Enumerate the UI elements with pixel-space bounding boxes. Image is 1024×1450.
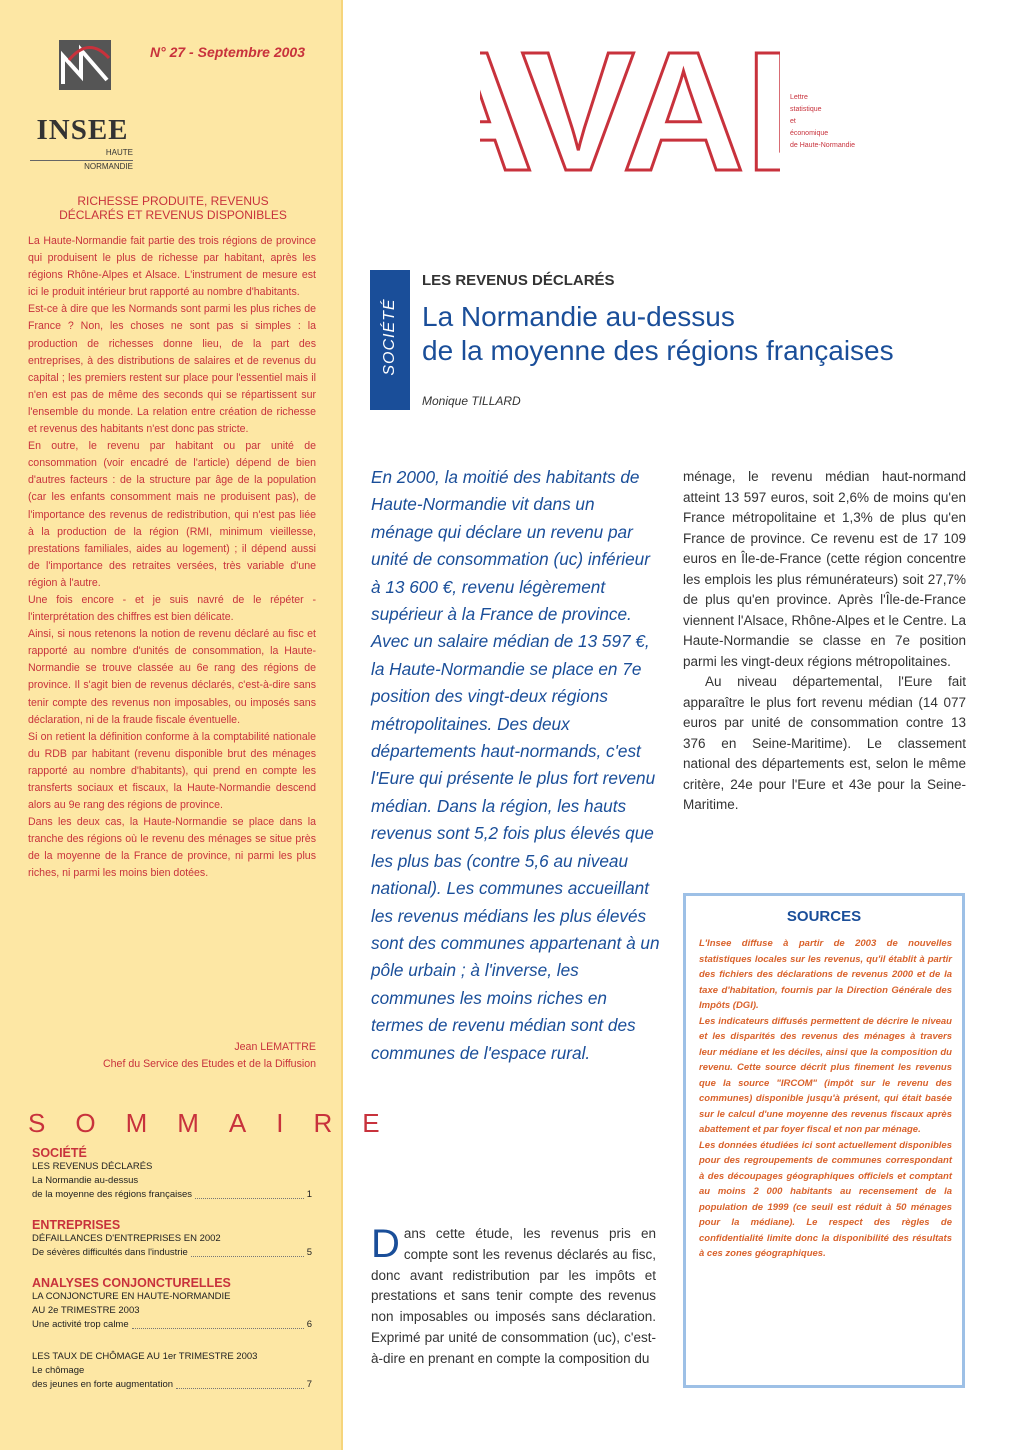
masthead-tagline <box>790 92 890 152</box>
body-paragraph: Au niveau départemental, l'Eure fait apparaître le plus fort revenu médian (14 077 euros par unité de consommation contre 13 376 en Seine-Maritime). Le classement national des départements est, selon le même critère, 24e pour l'Eure et 43e pour la Seine-Maritime. <box>683 674 966 812</box>
tagline-line: économique <box>790 130 829 137</box>
article-body-column-1 <box>371 1224 656 1370</box>
sommaire-entry <box>32 1378 312 1392</box>
body-text: ans cette étude, les revenus pris en compte sont les revenus déclarés au fisc, donc avant redistribution par les impôts et prestations et sans tenir compte des revenus non imposables ou imposés sans déclaration. Exprimé par unité de consommation (uc), c'est-à-dire en prenant en compte la composition du <box>371 1226 656 1366</box>
sources-box <box>683 893 965 1388</box>
editorial-paragraph: Est-ce à dire que les Normands sont parmi les plus riches de France ? Non, les choses ne sont pas si simples : la production de richesses donne lieu, de la part des entreprises, à des distributions de salaires et de revenus du capital ; les premiers restent sur place pour l'essentiel mais il n'en est pas de même des seconds qui se répartissent sur l'ensemble du monde. La relation entre création de richesse et revenus des habitants n'est donc pas stricte. <box>28 303 316 436</box>
sommaire-entry <box>32 1188 312 1202</box>
sources-paragraph: Les données étudiées ici sont actuellement disponibles pour des regroupements de communes correspondant à des découpages géographiques officiels et comptant au moins 2 000 habitants au recensement de la population de 1999 (ce seuil est réduit à 50 ménages pour la médiane). Le respect des règles de confidentialité limite donc la disponibilité des résultats à ces zones géographiques. <box>699 1139 952 1259</box>
sommaire-entry <box>32 1246 312 1260</box>
leader-dots <box>191 1246 304 1257</box>
sommaire-section-chomage[interactable] <box>32 1350 312 1392</box>
article-headline <box>422 300 982 368</box>
editorial-title-line: DÉCLARÉS ET REVENUS DISPONIBLES <box>59 208 287 222</box>
signature-role: Chef du Service des Etudes et de la Diffusion <box>103 1058 316 1070</box>
sommaire-entry-line: AU 2e TRIMESTRE 2003 <box>32 1305 140 1316</box>
sommaire-section-societe[interactable] <box>32 1146 312 1202</box>
sommaire-section-analyses[interactable] <box>32 1276 312 1332</box>
sommaire-title: SOMMAIRE <box>28 1108 410 1138</box>
sommaire-page-number: 7 <box>306 1379 312 1390</box>
sommaire-page-number: 1 <box>306 1189 312 1200</box>
editorial-paragraph: Ainsi, si nous retenons la notion de revenu déclaré au fisc et rapporté au nombre d'unités de consommation, la Haute-Normandie se trouve classée au 6e rang des régions de province. Il s'agit bien de revenus déclarés, c'est-à-dire sans tenir compte des revenus non imposables, ou imposés sans déclaration, ni de la fraude fiscale éventuelle. <box>28 628 316 726</box>
leader-dots <box>195 1188 304 1199</box>
drop-cap: D <box>371 1222 400 1266</box>
sources-paragraph: L'Insee diffuse à partir de 2003 de nouvelles statistiques locales sur les revenus, qu'il établit à partir des fichiers des déclarations de revenus 2000 et de la taxe d'habitation, fournis par la Direction Générale des Impôts (DGI). <box>699 938 952 1011</box>
sommaire-section-name: ENTREPRISES <box>32 1218 121 1232</box>
sommaire-entry <box>32 1318 312 1332</box>
tagline-line: statistique <box>790 106 822 113</box>
sommaire-entry-line: DÉFAILLANCES D'ENTREPRISES EN 2002 <box>32 1233 221 1244</box>
rubric-label: SOCIÉTÉ <box>381 298 398 376</box>
masthead-title: VA <box>521 30 745 195</box>
article-body-column-2 <box>683 467 966 816</box>
sources-text <box>699 936 952 1262</box>
sommaire-entry-title: De sévères difficultés dans l'industrie <box>32 1247 188 1258</box>
sources-title: SOURCES <box>786 908 862 925</box>
signature-name: Jean LEMATTRE <box>234 1041 316 1053</box>
sommaire-section-name: SOCIÉTÉ <box>32 1146 87 1160</box>
sommaire-section-name: ANALYSES CONJONCTURELLES <box>32 1276 231 1290</box>
article-lead: En 2000, la moitié des habitants de Haute-Normandie vit dans un ménage qui déclare un revenu par unité de consommation (uc) inférieur à 13 600 €, revenu légèrement supérieur à la France de province. Avec un salaire médian de 13 597 €, la Haute-Normandie se place en 7e position des vingt-deux régions métropolitaines. Des deux départements haut-normands, c'est l'Eure qui présente le plus fort revenu médian. Dans la région, les hauts revenus sont 5,2 fois plus élevés que les plus bas (contre 5,6 au niveau national). Les communes accueillant les revenus médians les plus élevés sont des communes appartenant à un pôle urbain ; à l'inverse, les communes les moins riches en termes de revenu médian sont des communes de l'espace rural. <box>371 467 660 1063</box>
sommaire-section-entreprises[interactable] <box>32 1218 312 1260</box>
aval-masthead <box>480 30 780 195</box>
issue-number: N° 27 - Septembre 2003 <box>150 44 306 60</box>
sommaire-entry-line: Le chômage <box>32 1365 85 1376</box>
editorial-paragraph: Dans les deux cas, la Haute-Normandie se place dans la tranche des régions où le revenu des ménages se situe près de la moyenne de la France de province, ni parmi les plus riches, ni parmi les moins bien dotées. <box>28 816 316 880</box>
editorial-sidebar <box>0 0 410 1450</box>
editorial-paragraph: Si on retient la définition conforme à la comptabilité nationale du RDB par habitant (revenu disponible brut des ménages rapporté au nombre d'habitants), qui prend en compte les transferts sociaux et fiscaux, la Haute-Normandie descend alors au 9e rang des régions de province. <box>28 730 316 812</box>
sommaire-entry-line: LES REVENUS DÉCLARÉS <box>32 1161 153 1172</box>
logo-name: INSEE <box>36 114 129 146</box>
sommaire-entry-title: des jeunes en forte augmentation <box>32 1379 174 1390</box>
sommaire-page-number: 5 <box>306 1247 312 1258</box>
tagline-line: de Haute-Normandie <box>790 142 855 149</box>
editorial-paragraph: Une fois encore - et je suis navré de le répéter - l'interprétation des chiffres est bien délicate. <box>28 593 316 624</box>
article-kicker: LES REVENUS DÉCLARÉS <box>422 272 615 289</box>
body-paragraph: ménage, le revenu médian haut-normand atteint 13 597 euros, soit 2,6% de moins qu'en France métropolitaine et 1,3% de plus qu'en France de province. Ce revenu est de 17 109 euros en Île-de-France (cette région concentre les emplois les plus rémunérateurs) soit 27,7% de plus qu'en province. Après l'Île-de-France viennent l'Alsace, Rhône-Alpes et le Centre. La Haute-Normandie se classe en 7e position parmi les vingt-deux régions métropolitaines. <box>683 469 966 669</box>
tagline-line: et <box>790 118 796 125</box>
headline-line: La Normandie au-dessus <box>422 301 735 332</box>
sommaire-entry-title: Une activité trop calme <box>32 1319 129 1330</box>
editorial-text <box>28 233 316 883</box>
sources-paragraph: Les indicateurs diffusés permettent de décrire le niveau et les disparités des revenus des ménages à travers leur médiane et les déciles, ainsi que la composition du revenu. Cette source décrit plus finement les revenus que la source "IRCOM" (impôt sur le revenu des communes) disponible jusqu'à présent, qui était basée sur le calcul d'une moyenne des revenus fiscaux après abattement et par foyer fiscal et non par ménage. <box>699 1015 952 1135</box>
insee-logo-mark <box>59 40 111 90</box>
sommaire-entry-line: LES TAUX DE CHÔMAGE AU 1er TRIMESTRE 2003 <box>32 1351 258 1362</box>
insee-logo <box>30 36 135 181</box>
editorial-paragraph: La Haute-Normandie fait partie des trois régions de province qui produisent le plus de richesse par habitant, après les régions Rhône-Alpes et Alsace. L'instrument de mesure est ici le produit intérieur brut rapporté au nombre d'habitants. <box>28 235 316 299</box>
rubric-band <box>370 270 410 410</box>
tagline-line: Lettre <box>790 94 808 101</box>
headline-line: de la moyenne des régions françaises <box>422 335 894 366</box>
sommaire-entry-line: La Normandie au-dessus <box>32 1175 139 1186</box>
sommaire-page-number: 6 <box>306 1319 312 1330</box>
leader-dots <box>132 1318 304 1329</box>
sommaire-entry-title: de la moyenne des régions françaises <box>32 1189 193 1200</box>
article-author: Monique TILLARD <box>422 394 521 408</box>
leader-dots <box>176 1378 304 1389</box>
logo-sub-normandie: NORMANDIE <box>30 160 133 171</box>
editorial-title-line: RICHESSE PRODUITE, REVENUS <box>77 194 269 208</box>
editorial-paragraph: En outre, le revenu par habitant ou par unité de consommation (voir encadré de l'article) dépend de bien d'autres facteurs : de la structure par âge de la population (car les enfants consomment mais ne produisent pas), de l'importance des revenus de redistribution, qui n'est pas liée à la production de la région (RMI, minimum vieillesse, prestations familiales, aides au logement) ; il dépend aussi de l'importance des retraites versées, très variable d'une région à l'autre. <box>28 440 316 589</box>
logo-sub-haute: HAUTE <box>105 148 133 157</box>
editorial-title <box>28 194 318 222</box>
sommaire-entry-line: LA CONJONCTURE EN HAUTE-NORMANDIE <box>32 1291 231 1302</box>
